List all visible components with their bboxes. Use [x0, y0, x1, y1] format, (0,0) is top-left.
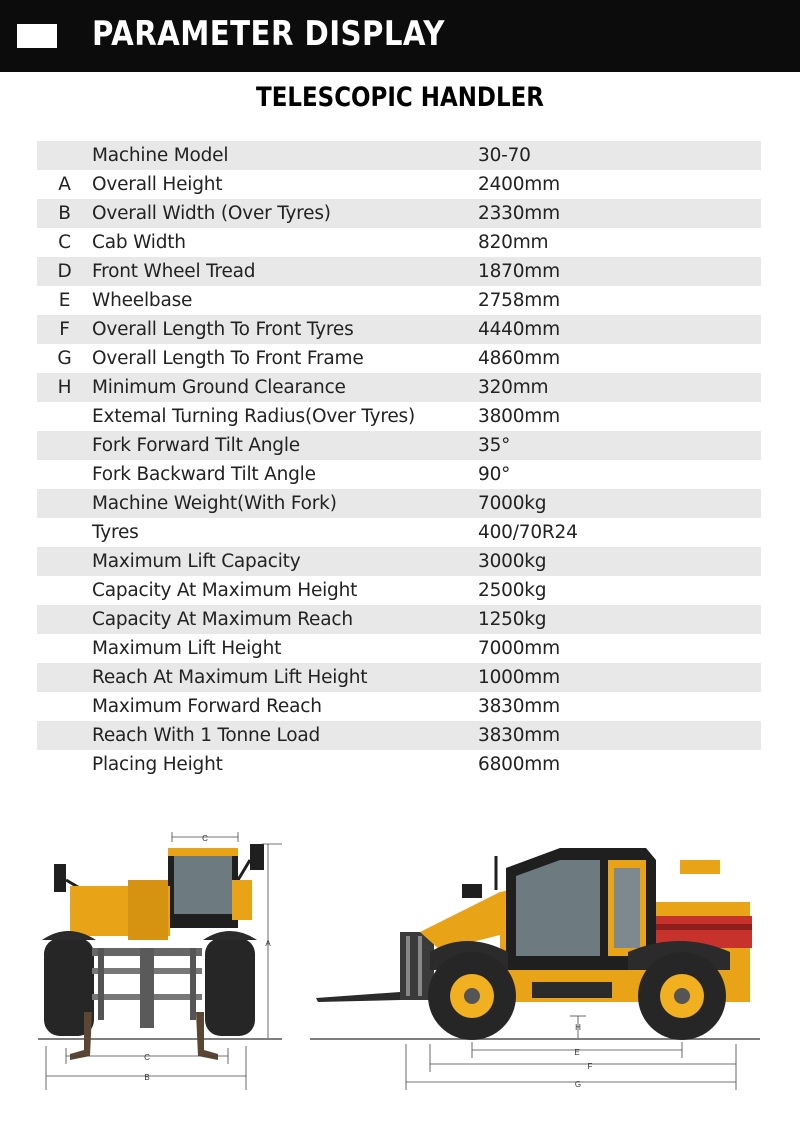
- spec-row: [37, 402, 761, 431]
- dim-label-f: F: [587, 1062, 593, 1071]
- spec-value: 7000kg: [478, 489, 761, 518]
- spec-letter: D: [37, 257, 92, 286]
- spec-value: 400/70R24: [478, 518, 761, 547]
- spec-letter: [37, 518, 92, 547]
- spec-name: Reach At Maximum Lift Height: [92, 663, 478, 692]
- spec-letter: [37, 460, 92, 489]
- spec-value: 2500kg: [478, 576, 761, 605]
- dim-label-b: B: [144, 1073, 150, 1082]
- spec-row: [37, 605, 761, 634]
- spec-name: Front Wheel Tread: [92, 257, 478, 286]
- spec-value: 1250kg: [478, 605, 761, 634]
- spec-name: Maximum Forward Reach: [92, 692, 478, 721]
- spec-value: 2400mm: [478, 170, 761, 199]
- spec-letter: C: [37, 228, 92, 257]
- spec-letter: [37, 402, 92, 431]
- spec-row: [37, 373, 761, 402]
- spec-letter: [37, 692, 92, 721]
- spec-letter: [37, 605, 92, 634]
- page-header: [0, 0, 800, 72]
- spec-name: Machine Model: [92, 141, 478, 170]
- spec-row: [37, 663, 761, 692]
- spec-name: Machine Weight(With Fork): [92, 489, 478, 518]
- spec-row: [37, 344, 761, 373]
- spec-value: 2758mm: [478, 286, 761, 315]
- spec-letter: [37, 663, 92, 692]
- spec-name: Fork Backward Tilt Angle: [92, 460, 478, 489]
- spec-row: [37, 257, 761, 286]
- spec-row: [37, 489, 761, 518]
- spec-letter: F: [37, 315, 92, 344]
- spec-row: [37, 170, 761, 199]
- spec-name: Reach With 1 Tonne Load: [92, 721, 478, 750]
- spec-value: 30-70: [478, 141, 761, 170]
- spec-value: 320mm: [478, 373, 761, 402]
- spec-row: [37, 692, 761, 721]
- dim-label-h: H: [575, 1023, 581, 1032]
- spec-value: 1870mm: [478, 257, 761, 286]
- spec-name: Cab Width: [92, 228, 478, 257]
- side-view-illustration: [310, 848, 760, 1040]
- spec-value: 820mm: [478, 228, 761, 257]
- spec-name: Capacity At Maximum Height: [92, 576, 478, 605]
- spec-letter: [37, 141, 92, 170]
- spec-row: [37, 576, 761, 605]
- spec-value: 35°: [478, 431, 761, 460]
- spec-name: Overall Height: [92, 170, 478, 199]
- spec-letter: [37, 634, 92, 663]
- spec-value: 6800mm: [478, 750, 761, 779]
- dim-label-a: A: [265, 939, 271, 948]
- dim-label-c-bottom: C: [144, 1053, 150, 1062]
- spec-value: 7000mm: [478, 634, 761, 663]
- spec-value: 3800mm: [478, 402, 761, 431]
- spec-letter: A: [37, 170, 92, 199]
- spec-letter: [37, 547, 92, 576]
- spec-row: [37, 431, 761, 460]
- spec-letter: B: [37, 199, 92, 228]
- dim-label-e: E: [574, 1048, 580, 1057]
- spec-letter: G: [37, 344, 92, 373]
- spec-row: [37, 721, 761, 750]
- spec-value: 3000kg: [478, 547, 761, 576]
- spec-row: [37, 315, 761, 344]
- spec-name: Capacity At Maximum Reach: [92, 605, 478, 634]
- header-title: PARAMETER DISPLAY: [92, 14, 445, 54]
- section-title: TELESCOPIC HANDLER: [256, 82, 544, 113]
- machine-diagram: [0, 820, 800, 1110]
- front-view-illustration: [38, 844, 282, 1060]
- dim-label-c-top: C: [202, 834, 208, 843]
- spec-letter: [37, 576, 92, 605]
- spec-name: Overall Length To Front Tyres: [92, 315, 478, 344]
- spec-value: 3830mm: [478, 721, 761, 750]
- spec-value: 90°: [478, 460, 761, 489]
- spec-value: 3830mm: [478, 692, 761, 721]
- spec-row: [37, 141, 761, 170]
- spec-row: [37, 228, 761, 257]
- spec-letter: [37, 750, 92, 779]
- spec-value: 2330mm: [478, 199, 761, 228]
- spec-letter: [37, 721, 92, 750]
- dim-label-g: G: [574, 1080, 582, 1089]
- spec-row: [37, 518, 761, 547]
- header-block: [17, 24, 57, 48]
- spec-letter: H: [37, 373, 92, 402]
- spec-value: 4860mm: [478, 344, 761, 373]
- spec-row: [37, 750, 761, 779]
- spec-name: Overall Width (Over Tyres): [92, 199, 478, 228]
- spec-row: [37, 634, 761, 663]
- spec-name: Fork Forward Tilt Angle: [92, 431, 478, 460]
- spec-name: Maximum Lift Height: [92, 634, 478, 663]
- spec-value: 4440mm: [478, 315, 761, 344]
- spec-name: Wheelbase: [92, 286, 478, 315]
- spec-name: Extemal Turning Radius(Over Tyres): [92, 402, 478, 431]
- spec-row: [37, 460, 761, 489]
- spec-row: [37, 286, 761, 315]
- spec-name: Maximum Lift Capacity: [92, 547, 478, 576]
- spec-value: 1000mm: [478, 663, 761, 692]
- spec-table: [37, 141, 761, 779]
- spec-name: Placing Height: [92, 750, 478, 779]
- spec-letter: E: [37, 286, 92, 315]
- spec-row: [37, 199, 761, 228]
- spec-letter: [37, 489, 92, 518]
- spec-row: [37, 547, 761, 576]
- spec-name: Minimum Ground Clearance: [92, 373, 478, 402]
- spec-name: Overall Length To Front Frame: [92, 344, 478, 373]
- spec-letter: [37, 431, 92, 460]
- spec-name: Tyres: [92, 518, 478, 547]
